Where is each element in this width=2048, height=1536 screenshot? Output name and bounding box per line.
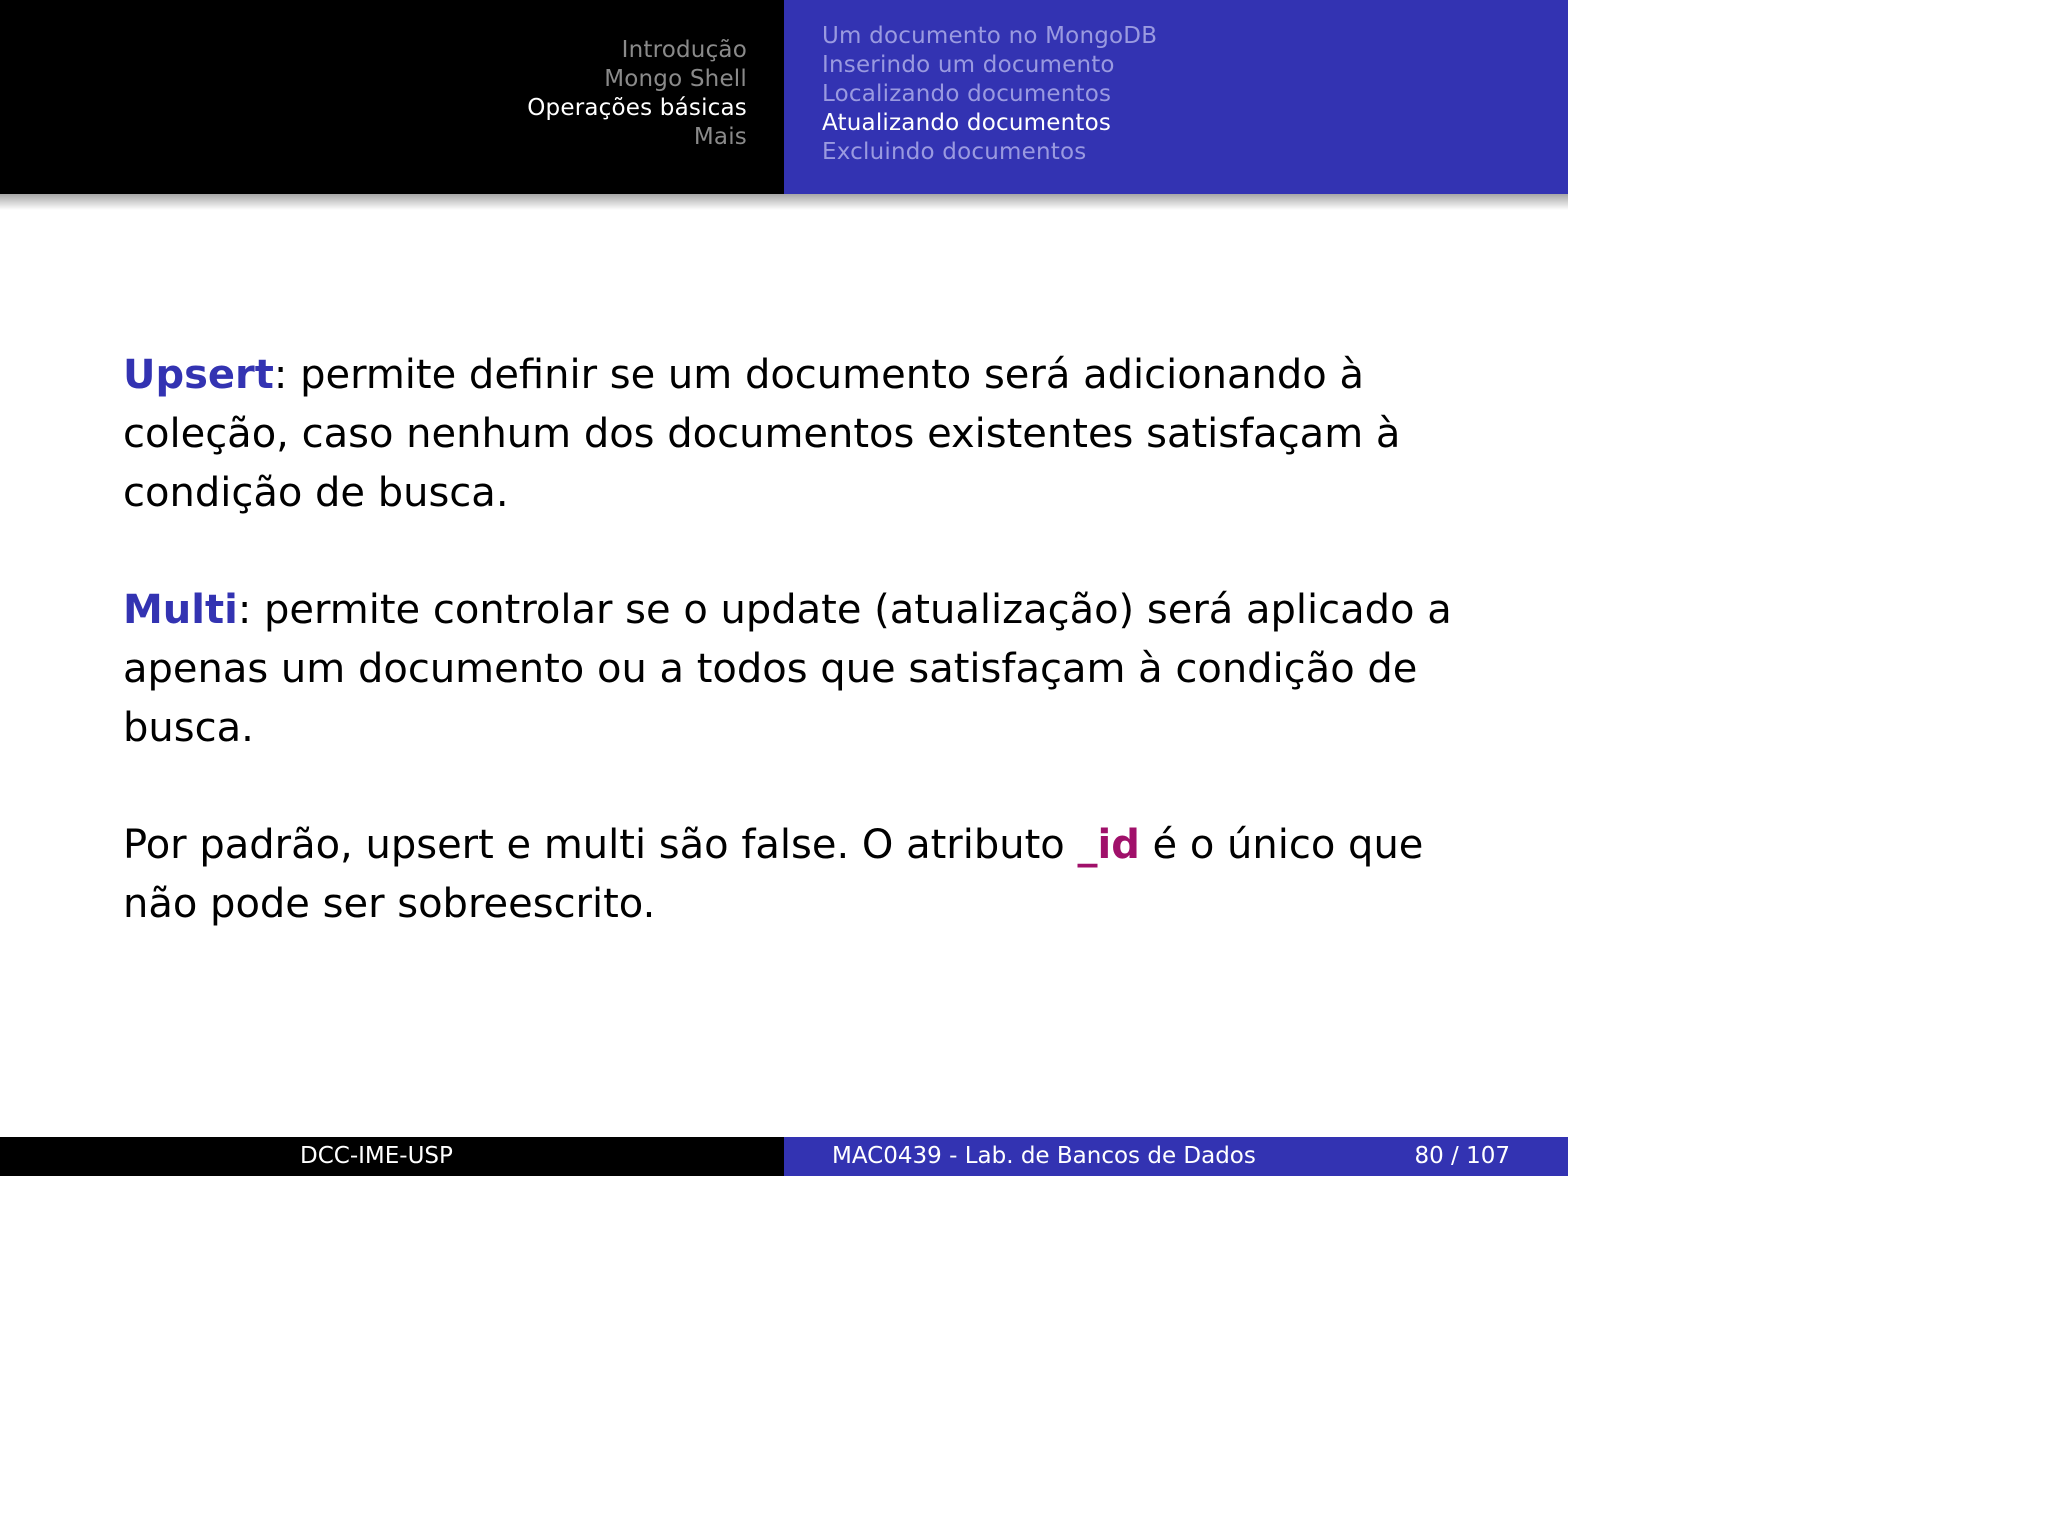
footer-institution: DCC-IME-USP — [300, 1143, 453, 1169]
section-link-introducao[interactable]: Introdução — [621, 37, 747, 63]
slide-header — [0, 0, 1568, 194]
subsection-nav-panel — [784, 0, 1568, 194]
footer-right — [784, 1137, 1568, 1176]
multi-paragraph — [123, 581, 1503, 758]
footer-course-title: MAC0439 - Lab. de Bancos de Dados — [832, 1143, 1256, 1169]
upsert-term: Upsert — [123, 352, 274, 398]
footer-left — [0, 1137, 784, 1176]
subsection-nav — [822, 22, 1157, 167]
section-nav-panel — [0, 0, 784, 194]
section-nav — [527, 36, 747, 152]
section-link-mais[interactable]: Mais — [693, 124, 747, 150]
subsection-link-excluindo[interactable]: Excluindo documentos — [822, 139, 1087, 165]
subsection-link-inserindo[interactable]: Inserindo um documento — [822, 52, 1115, 78]
id-attribute: _id — [1077, 822, 1140, 868]
upsert-description: : permite definir se um documento será adicionando à coleção, caso nenhum dos documentos existentes satisfaçam à condição de busca. — [123, 352, 1401, 516]
subsection-link-um-documento[interactable]: Um documento no MongoDB — [822, 23, 1158, 49]
subsection-link-localizando[interactable]: Localizando documentos — [822, 81, 1112, 107]
section-link-operacoes-basicas[interactable]: Operações básicas — [527, 95, 747, 121]
slide-footer — [0, 1137, 1568, 1176]
default-note-paragraph — [123, 816, 1503, 934]
subsection-link-atualizando[interactable]: Atualizando documentos — [822, 110, 1112, 136]
default-note-after: é o único que não pode ser sobreescrito. — [123, 822, 1424, 927]
upsert-paragraph — [123, 346, 1503, 523]
slide-body — [123, 346, 1503, 992]
multi-term: Multi — [123, 587, 238, 633]
multi-description: : permite controlar se o update (atualização) será aplicado a apenas um documento ou a todos que satisfaçam à condição de busca. — [123, 587, 1452, 751]
page-number: 80 / 107 — [1414, 1143, 1510, 1169]
default-note-before: Por padrão, upsert e multi são false. O atributo — [123, 822, 1078, 868]
header-shadow — [0, 194, 1568, 210]
section-link-mongo-shell[interactable]: Mongo Shell — [604, 66, 747, 92]
